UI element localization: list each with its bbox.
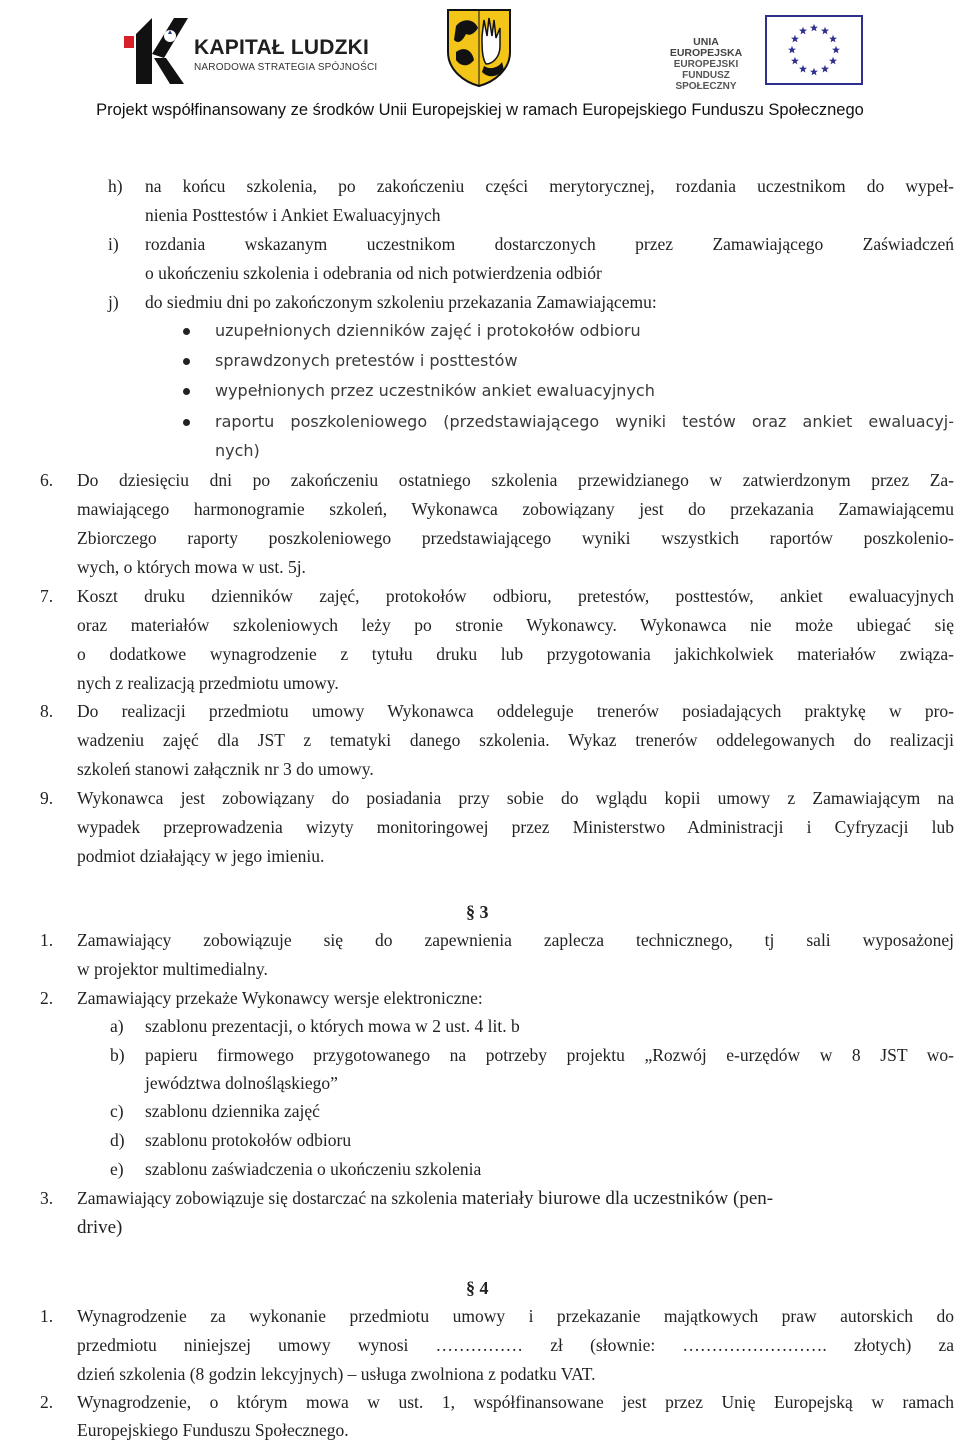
point-8-line-1: Do realizacji przedmiotu umowy Wykonawca oddeleguje trenerów posiadających praktykę w pro- (77, 701, 954, 721)
s4-point-1-line-3: dzień szkolenia (8 godzin lekcyjnych) – usługa zwolniona z podatku VAT. (77, 1364, 596, 1384)
point-8-number: 8. (40, 701, 54, 721)
s3-item-b: papieru firmowego przygotowanego na potrzeby projektu „Rozwój e-urzędów w 8 JST wo- (145, 1045, 954, 1065)
point-9-line-2: wypadek przeprowadzenia wizyty monitoringowej przez Ministerstwo Administracji i Cyfryzacji lub (77, 817, 954, 837)
point-7-number: 7. (40, 586, 54, 606)
s3-point-1-line-1: Zamawiający zobowiązuje się do zapewnienia zaplecza technicznego, tj sali wyposażonej (77, 930, 954, 950)
bullet-marker (183, 419, 190, 426)
point-9-number: 9. (40, 788, 54, 808)
point-9-line-1: Wykonawca jest zobowiązany do posiadania przy sobie do wglądu kopii umowy z Zamawiającym na (77, 788, 954, 808)
point-6-line-2: mawiającego harmonogramie szkoleń, Wykonawca zobowiązany jest do przekazania Zamawiającemu (77, 499, 954, 519)
item-i-line-2: o ukończeniu szkolenia i odebrania od nich potwierdzenia odbiór (145, 263, 602, 283)
s3-item-a: szablonu prezentacji, o których mowa w 2 ust. 4 lit. b (145, 1016, 520, 1036)
s3-point-1-line-2: w projektor multimedialny. (77, 959, 268, 979)
item-h-line-1: na końcu szkolenia, po zakończeniu części merytorycznej, rozdania uczestnikom do wypeł- (145, 176, 954, 196)
s3-point-3-line-1 (77, 1186, 773, 1211)
point-8-line-2: wadzeniu zajęć dla JST z tematyki danego szkolenia. Wykaz trenerów oddelegowanych do realizacji (77, 730, 954, 750)
bullet-item-4: raportu poszkoleniowego (przedstawiającego wyniki testów oraz ankiet ewaluacyj- (215, 412, 954, 431)
bullet-marker (183, 358, 190, 365)
point-7-line-1: Koszt druku dzienników zajęć, protokołów odbioru, pretestów, posttestów, ankiet ewaluacyjnych (77, 586, 954, 606)
s3-item-b-cont: jewództwa dolnośląskiego” (145, 1073, 338, 1093)
bullet-item-1: uzupełnionych dzienników zajęć i protokołów odbioru (215, 321, 641, 340)
point-6-line-3: Zbiorczego raporty poszkoleniowego przedstawiającego wyniki wszystkich raportów poszkolenio- (77, 528, 954, 548)
s3-item-e: szablonu zaświadczenia o ukończeniu szkolenia (145, 1159, 482, 1179)
s3-point-3-number: 3. (40, 1188, 54, 1208)
point-6-line-4: wych, o których mowa w ust. 5j. (77, 557, 306, 577)
item-i-line-1: rozdania wskazanym uczestnikom dostarczonych przez Zamawiającego Zaświadczeń (145, 234, 954, 254)
s4-point-1-number: 1. (40, 1306, 54, 1326)
point-7-line-3: o dodatkowe wynagrodzenie z tytułu druku lub przygotowania jakichkolwiek materiałów związa- (77, 644, 954, 664)
s3-point-2-number: 2. (40, 988, 54, 1008)
bullet-marker (183, 328, 190, 335)
s4-point-2-line-1: Wynagrodzenie, o którym mowa w ust. 1, współfinansowane jest przez Unię Europejską w ramach (77, 1392, 954, 1412)
eu-line-2: EUROPEJSKI (673, 59, 739, 70)
s4-point-2-line-2: Europejskiego Funduszu Społecznego. (77, 1420, 349, 1440)
project-cofinancing-line: Projekt współfinansowany ze środków Unii Europejskiej w ramach Europejskiego Funduszu Społecznego (96, 101, 864, 119)
bullet-item-3: wypełnionych przez uczestników ankiet ewaluacyjnych (215, 381, 655, 400)
point-9-line-3: podmiot działający w jego imieniu. (77, 846, 325, 866)
kapital-ludzki-subtitle: NARODOWA STRATEGIA SPÓJNOŚCI (194, 62, 378, 73)
point-7-line-2: oraz materiałów szkoleniowych leży po stronie Wykonawcy. Wykonawca nie może ubiegać się (77, 615, 954, 635)
s3-point-1-number: 1. (40, 930, 54, 950)
s4-point-1-line-2: przedmiotu niniejszej umowy wynosi …………… zł (słownie: ……………………. złotych) za (77, 1335, 954, 1355)
eu-line-3: FUNDUSZ SPOŁECZNY (675, 70, 737, 92)
s3-point-3-part-b: materiały biurowe dla uczestników (pen- (461, 1188, 774, 1209)
point-6-number: 6. (40, 470, 54, 490)
point-6-line-1: Do dziesięciu dni po zakończeniu ostatniego szkolenia przewidzianego w zatwierdzonym przez Za- (77, 470, 954, 490)
list-marker-j: j) (108, 292, 119, 312)
item-h-line-2: nienia Posttestów i Ankiet Ewaluacyjnych (145, 205, 441, 225)
s3-item-c-marker: c) (110, 1101, 124, 1121)
list-marker-i: i) (108, 234, 119, 254)
s3-item-d-marker: d) (110, 1130, 125, 1150)
s4-point-1-line-1: Wynagrodzenie za wykonanie przedmiotu umowy i przekazanie majątkowych praw autorskich do (77, 1306, 954, 1326)
bullet-item-4-cont: nych) (215, 441, 260, 460)
s3-point-3-line-2: drive) (77, 1217, 123, 1238)
bullet-item-2: sprawdzonych pretestów i posttestów (215, 351, 518, 370)
s4-point-2-number: 2. (40, 1392, 54, 1412)
s3-point-2-line: Zamawiający przekaże Wykonawcy wersje elektroniczne: (77, 988, 483, 1008)
s3-item-d: szablonu protokołów odbioru (145, 1130, 352, 1150)
s3-item-c: szablonu dziennika zajęć (145, 1101, 320, 1121)
section-4-heading: § 4 (466, 1278, 489, 1298)
s3-point-3-part-a: Zamawiający zobowiązuje się dostarczać na szkolenia (77, 1188, 462, 1208)
s3-item-e-marker: e) (110, 1159, 124, 1179)
point-7-line-4: nych z realizacją przedmiotu umowy. (77, 673, 339, 693)
eu-line-1: UNIA EUROPEJSKA (669, 36, 743, 59)
s3-item-a-marker: a) (110, 1016, 124, 1036)
s3-item-b-marker: b) (110, 1045, 125, 1065)
kapital-ludzki-title: KAPITAŁ LUDZKI (194, 36, 370, 59)
list-marker-h: h) (108, 176, 123, 196)
section-3-heading: § 3 (466, 902, 489, 922)
bullet-marker (183, 388, 190, 395)
point-8-line-3: szkoleń stanowi załącznik nr 3 do umowy. (77, 759, 374, 779)
item-j-line-1: do siedmiu dni po zakończonym szkoleniu przekazania Zamawiającemu: (145, 292, 657, 312)
